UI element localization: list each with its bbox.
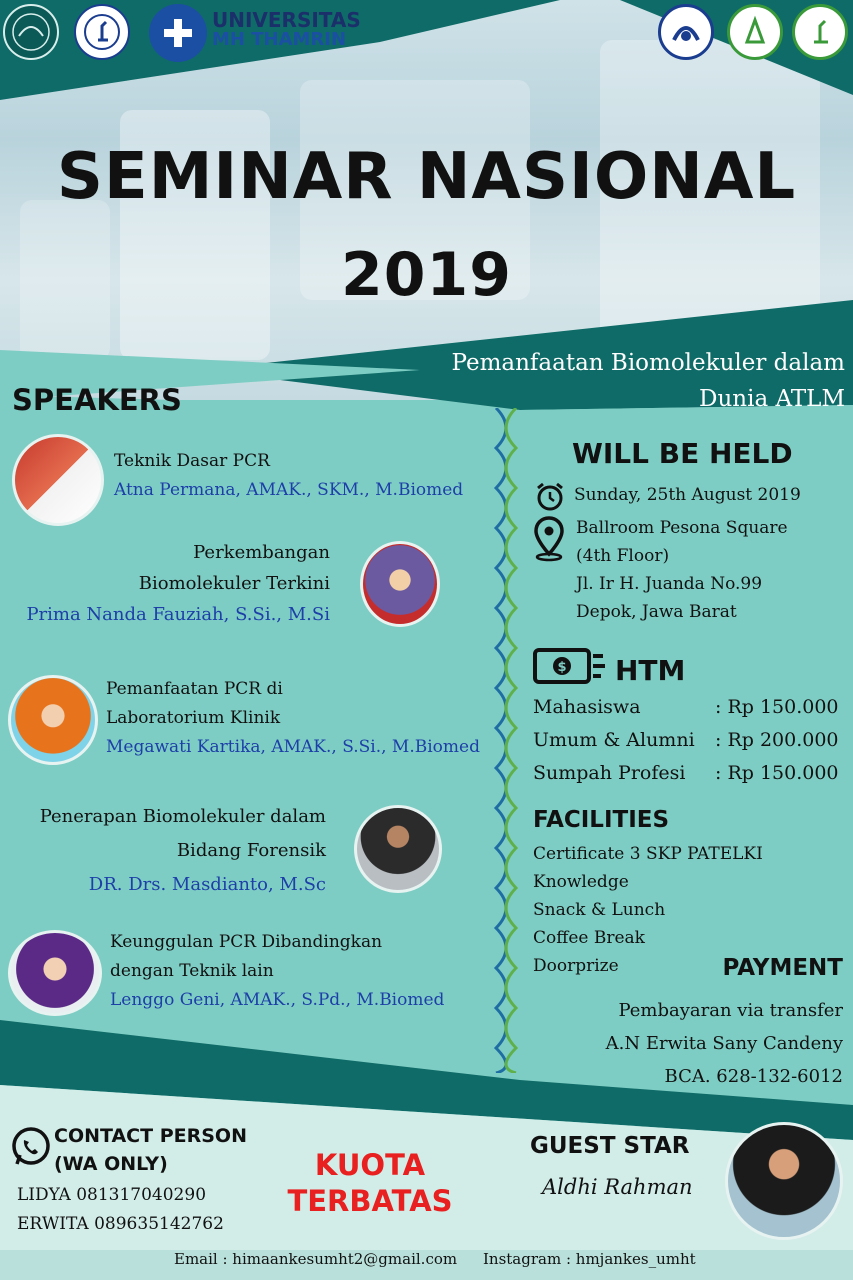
- speaker-3-topic-2: Laboratorium Klinik: [106, 708, 281, 728]
- speaker-3-name: Megawati Kartika, AMAK., S.Si., M.Biomed: [106, 737, 480, 757]
- alarm-clock-icon: [534, 481, 566, 517]
- speaker-photo-5: [8, 930, 102, 1016]
- contact-persons: [17, 1181, 224, 1239]
- payment-line3: BCA. 628-132-6012: [664, 1066, 843, 1087]
- prodi-logo: [727, 4, 783, 60]
- contact-heading-2: (WA ONLY): [54, 1153, 168, 1175]
- htm-heading: HTM: [615, 654, 686, 687]
- htm-price: : Rp 200.000: [715, 729, 839, 751]
- speaker-5-topic-2: dengan Teknik lain: [110, 961, 274, 981]
- speaker-photo-1: [12, 434, 104, 526]
- theme-line2: Dunia ATLM: [699, 386, 845, 412]
- contact-lidya: LIDYA 081317040290: [17, 1185, 207, 1205]
- venue-line2: (4th Floor): [576, 546, 670, 566]
- whatsapp-icon: [9, 1126, 53, 1174]
- speaker-2: [26, 537, 330, 630]
- htm-price: : Rp 150.000: [715, 696, 839, 718]
- guest-star-photo: [725, 1122, 843, 1240]
- speakers-heading: SPEAKERS: [12, 383, 182, 417]
- facility-item: Snack & Lunch: [533, 900, 666, 920]
- speaker-2-name: Prima Nanda Fauziah, S.Si., M.Si: [26, 604, 330, 625]
- htm-table: [533, 691, 843, 790]
- payment-heading: PAYMENT: [722, 955, 843, 981]
- speaker-5-topic-1: Keunggulan PCR Dibandingkan: [110, 932, 383, 952]
- facility-item: Certificate 3 SKP PATELKI: [533, 844, 763, 864]
- speaker-5-name: Lenggo Geni, AMAK., S.Pd., M.Biomed: [110, 990, 445, 1010]
- footer-email[interactable]: Email : himaankesumht2@gmail.com: [174, 1250, 458, 1268]
- speaker-4-topic-2: Bidang Forensik: [176, 840, 326, 861]
- guest-star-heading: GUEST STAR: [530, 1133, 690, 1159]
- speaker-4: [40, 800, 326, 902]
- contact-heading: [54, 1122, 247, 1178]
- htm-price: : Rp 150.000: [715, 762, 839, 784]
- venue-line4: Depok, Jawa Barat: [576, 602, 737, 622]
- himpunan-logo: [3, 4, 59, 60]
- umht-logo: [149, 4, 207, 62]
- htm-label: Umum & Alumni: [533, 729, 695, 751]
- speaker-photo-2: [360, 541, 440, 627]
- patelki-logo: [658, 4, 714, 60]
- university-line1: UNIVERSITAS: [212, 8, 361, 32]
- facility-item: Doorprize: [533, 956, 619, 976]
- speaker-1-name: Atna Permana, AMAK., SKM., M.Biomed: [114, 480, 464, 500]
- speaker-4-topic-1: Penerapan Biomolekuler dalam: [39, 806, 326, 827]
- guest-star-name: Aldhi Rahman: [542, 1175, 693, 1199]
- event-date: Sunday, 25th August 2019: [574, 485, 801, 505]
- venue-line1: Ballroom Pesona Square: [576, 518, 788, 538]
- facility-item: Coffee Break: [533, 928, 645, 948]
- htm-row: [533, 757, 843, 790]
- speaker-photo-4: [354, 805, 442, 893]
- payment-line1: Pembayaran via transfer: [618, 1000, 843, 1021]
- dna-divider: [493, 408, 519, 1073]
- htm-row: [533, 691, 843, 724]
- contact-heading-1: CONTACT PERSON: [54, 1125, 247, 1147]
- page-title: SEMINAR NASIONAL: [56, 140, 797, 214]
- quota-line2: TERBATAS: [287, 1184, 453, 1218]
- location-pin-icon: [533, 516, 565, 566]
- quota-text: [270, 1147, 470, 1219]
- facility-item: Knowledge: [533, 872, 629, 892]
- microscope-logo: [74, 4, 130, 60]
- speaker-photo-3: [8, 675, 98, 765]
- footer-instagram[interactable]: Instagram : hmjankes_umht: [483, 1250, 696, 1268]
- speaker-1: [114, 447, 463, 505]
- venue-line3: Jl. Ir H. Juanda No.99: [576, 574, 763, 594]
- patelki-microscope-logo: [792, 4, 848, 60]
- will-be-held-heading: WILL BE HELD: [572, 437, 793, 470]
- university-line2: MH THAMRIN: [212, 29, 347, 50]
- event-venue: [576, 514, 788, 626]
- speaker-5: [110, 928, 444, 1015]
- page-title-year: 2019: [341, 240, 512, 310]
- quota-line1: KUOTA: [314, 1148, 426, 1182]
- speaker-2-topic-1: Perkembangan: [193, 542, 330, 563]
- theme-line1: Pemanfaatan Biomolekuler dalam: [451, 350, 845, 376]
- htm-label: Sumpah Profesi: [533, 762, 686, 784]
- speaker-3-topic-1: Pemanfaatan PCR di: [106, 679, 283, 699]
- facilities-heading: FACILITIES: [533, 807, 670, 833]
- contact-erwita: ERWITA 089635142762: [17, 1214, 224, 1234]
- speaker-1-topic: Teknik Dasar PCR: [114, 451, 270, 471]
- htm-label: Mahasiswa: [533, 696, 641, 718]
- speaker-2-topic-2: Biomolekuler Terkini: [138, 573, 330, 594]
- htm-row: [533, 724, 843, 757]
- speaker-3: [106, 675, 480, 762]
- speaker-4-name: DR. Drs. Masdianto, M.Sc: [88, 874, 326, 895]
- payment-line2: A.N Erwita Sany Candeny: [605, 1033, 843, 1054]
- university-name: [212, 10, 361, 50]
- svg-text:$: $: [557, 660, 567, 675]
- theme-text: [452, 345, 845, 417]
- money-icon: [531, 644, 607, 692]
